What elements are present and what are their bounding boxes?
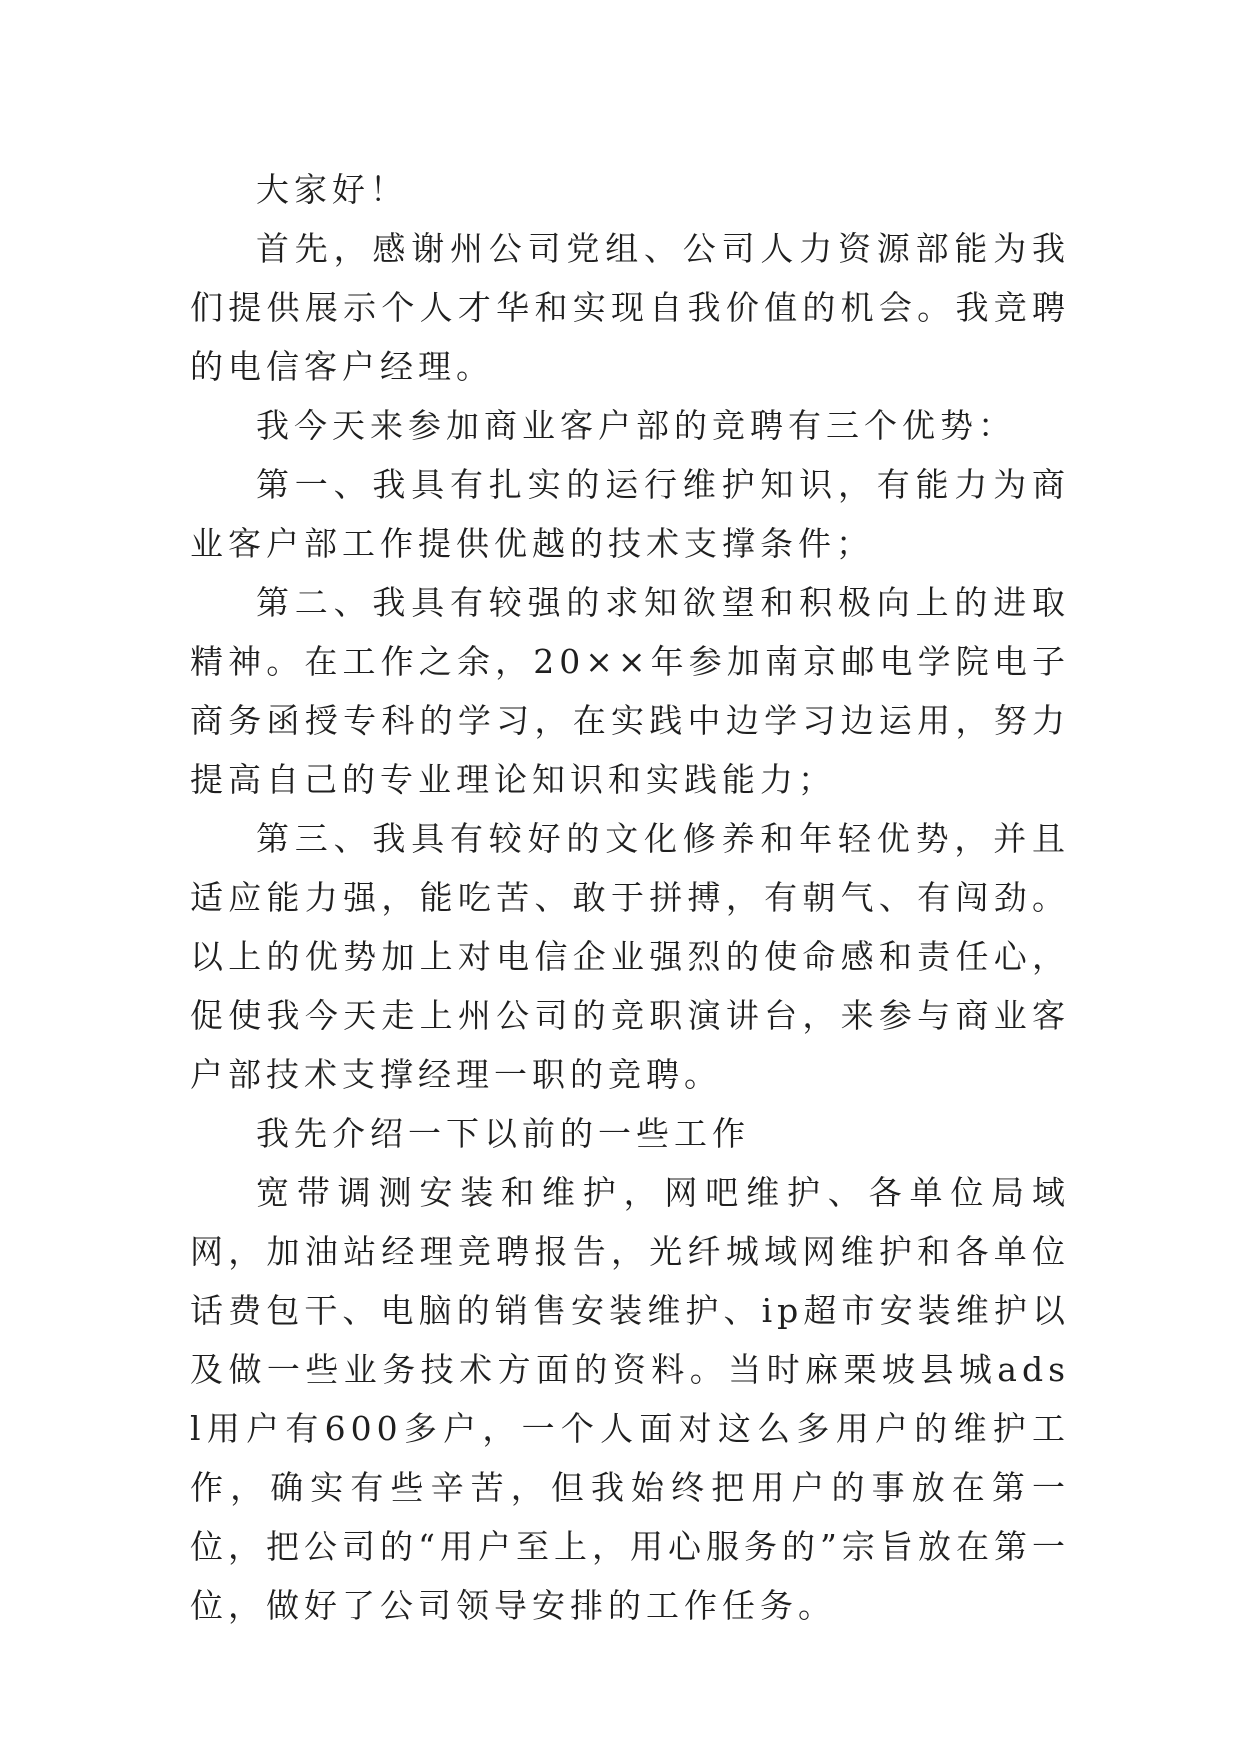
document-body	[190, 160, 1070, 1635]
paragraph-thanks: 首先，感谢州公司党组、公司人力资源部能为我们提供展示个人才华和实现自我价值的机会。我竞聘的电信客户经理。	[190, 229, 1070, 386]
paragraph-work-details: 宽带调测安装和维护，网吧维护、各单位局域网，加油站经理竞聘报告，光纤城域网维护和各单位话费包干、电脑的销售安装维护、ip超市安装维护以及做一些业务技术方面的资料。当时麻栗坡县城adsl用户有600多户，一个人面对这么多用户的维护工作，确实有些辛苦，但我始终把用户的事放在第一位，把公司的“用户至上，用心服务的”宗旨放在第一位，做好了公司领导安排的工作任务。	[190, 1173, 1070, 1625]
paragraph-advantage-one: 第一、我具有扎实的运行维护知识，有能力为商业客户部工作提供优越的技术支撑条件；	[190, 465, 1070, 563]
paragraph-advantages-intro: 我今天来参加商业客户部的竞聘有三个优势：	[256, 406, 1016, 445]
paragraph-greeting: 大家好！	[256, 170, 408, 209]
paragraph-advantage-three: 第三、我具有较好的文化修养和年轻优势，并且适应能力强，能吃苦、敢于拼搏，有朝气、有闯劲。以上的优势加上对电信企业强烈的使命感和责任心，促使我今天走上州公司的竞职演讲台，来参与商业客户部技术支撑经理一职的竞聘。	[190, 819, 1070, 1094]
paragraph-work-intro: 我先介绍一下以前的一些工作	[256, 1114, 750, 1153]
paragraph-advantage-two: 第二、我具有较强的求知欲望和积极向上的进取精神。在工作之余，20××年参加南京邮电学院电子商务函授专科的学习，在实践中边学习边运用，努力提高自己的专业理论知识和实践能力；	[190, 583, 1070, 799]
